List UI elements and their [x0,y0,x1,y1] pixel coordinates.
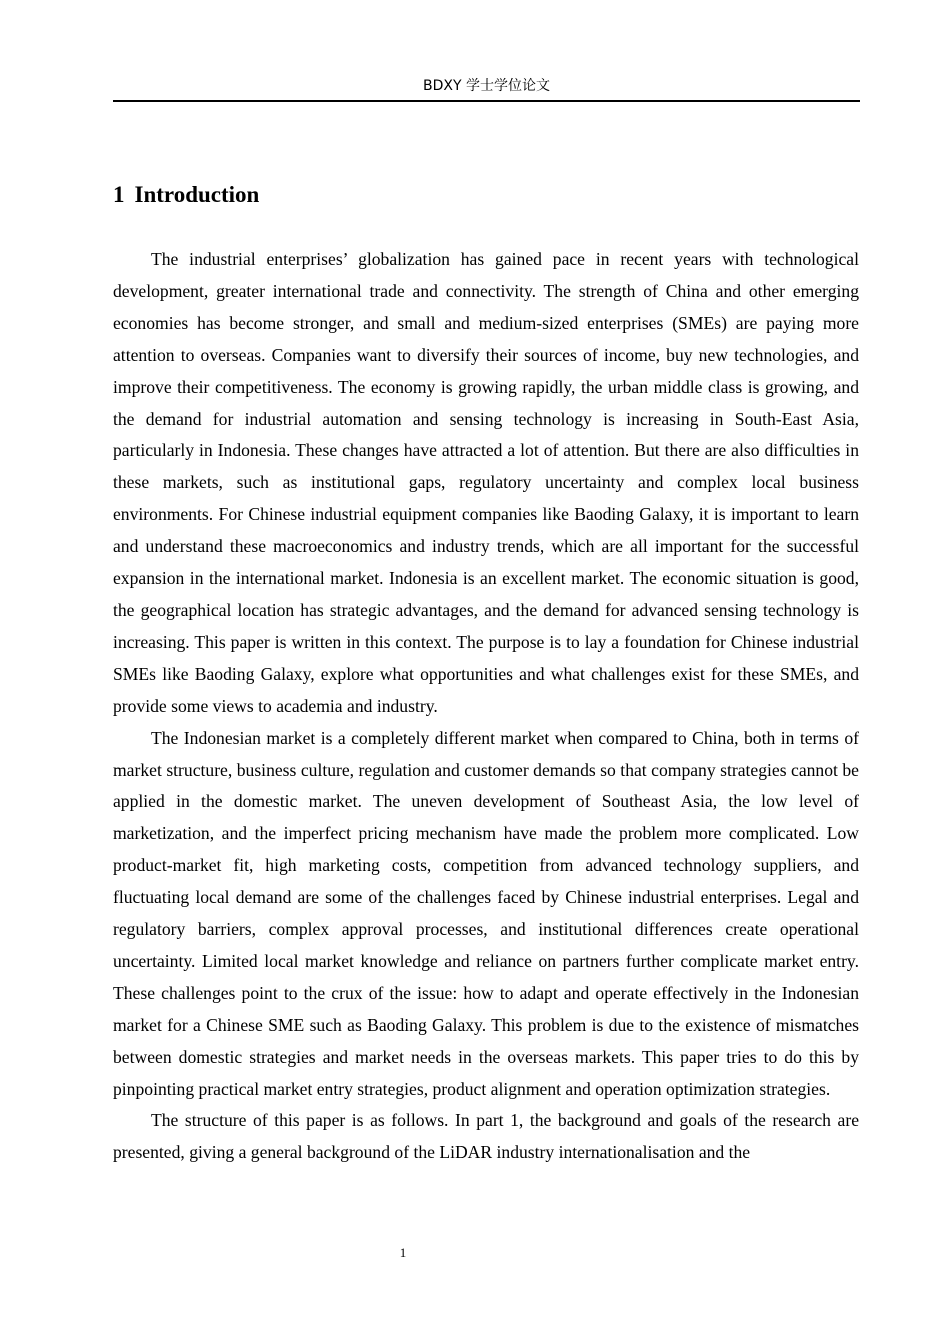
paragraph: The Indonesian market is a completely different market when compared to China, both in terms of market structure, business culture, regulation and customer demands so that company strategies cannot be applied in the domestic market. The uneven development of Southeast Asia, the low level of marketization, and the imperfect pricing mechanism have made the problem more complicated. Low product-market fit, high marketing costs, competition from advanced technology suppliers, and fluctuating local demand are some of the challenges faced by Chinese industrial enterprises. Legal and regulatory barriers, complex approval processes, and institutional differences create operational uncertainty. Limited local market knowledge and reliance on partners further complicate market entry. These challenges point to the crux of the issue: how to adapt and operate effectively in the Indonesian market for a Chinese SME such as Baoding Galaxy. This problem is due to the existence of mismatches between domestic strategies and market needs in the overseas markets. This paper tries to do this by pinpointing practical market entry strategies, product alignment and operation optimization strategies. [113,727,859,1099]
section-number: 1 [113,182,125,207]
section-title: Introduction [134,182,260,207]
header-rule [113,100,860,102]
running-header: BDXY 学士学位论文 [423,78,550,94]
paragraph: The structure of this paper is as follows. In part 1, the background and goals of the research are presented, giving a general background of the LiDAR industry internationalisation and the [113,1110,859,1163]
body-text [113,244,859,1169]
section-heading [113,180,259,210]
page-number: 1 [399,1245,407,1260]
paragraph: The industrial enterprises’ globalization has gained pace in recent years with technological development, greater international trade and connectivity. The strength of China and other emerging economies has become stronger, and small and medium-sized enterprises (SMEs) are paying more attention to overseas. Companies want to diversify their sources of income, buy new technologies, and improve their competitiveness. The economy is growing rapidly, the urban middle class is growing, and the demand for industrial automation and sensing technology is increasing in South-East Asia, particularly in Indonesia. These changes have attracted a lot of attention. But there are also difficulties in these markets, such as institutional gaps, regulatory uncertainty and complex local business environments. For Chinese industrial equipment companies like Baoding Galaxy, it is important to learn and understand these macroeconomics and industry trends, which are all important for the successful expansion in the international market. Indonesia is an excellent market. The economic situation is good, the geographical location has strategic advantages, and the demand for advanced sensing technology is increasing. This paper is written in this context. The purpose is to lay a foundation for Chinese industrial SMEs like Baoding Galaxy, explore what opportunities and what challenges exist for these SMEs, and provide some views to academia and industry. [113,249,859,716]
